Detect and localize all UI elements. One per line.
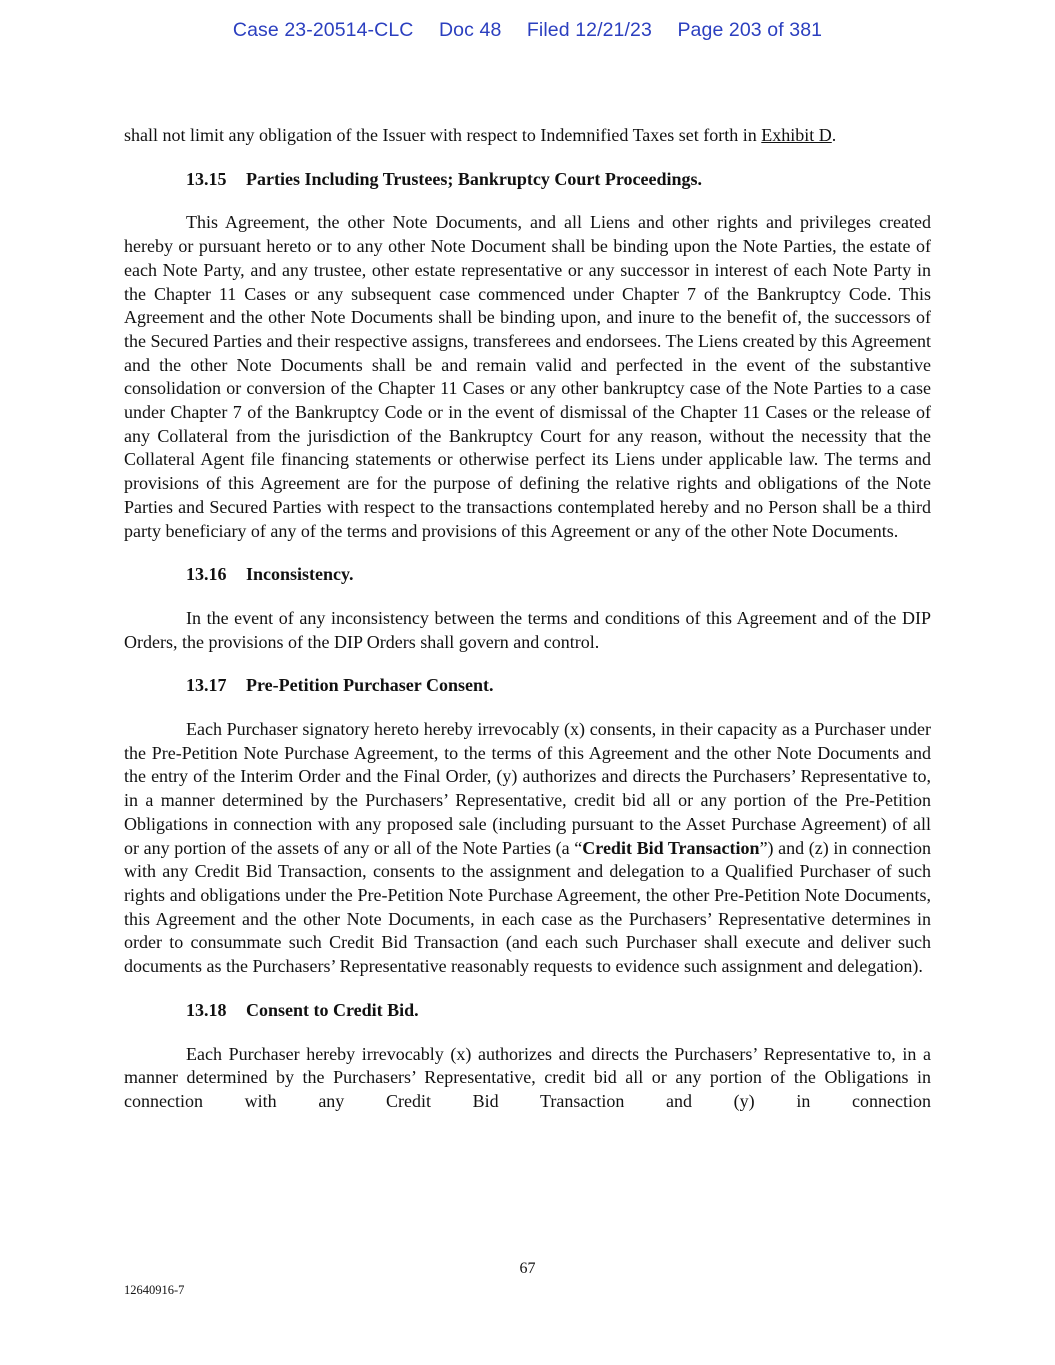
filed-date: Filed 12/21/23 <box>526 19 652 41</box>
intro-text: shall not limit any obligation of the Issuer with respect to Indemnified Taxes set forth in <box>124 125 762 145</box>
section-body-13-15: This Agreement, the other Note Documents, and all Liens and other rights and privileges created hereby or pursuant hereto or to any other Note Document shall be binding upon the Note Parties, the estate of each Note Party, and any trustee, other estate representative or any successor in interest of each Note Party in the Chapter 11 Cases or any subsequent case commenced under Chapter 7 of the Bankruptcy Code. This Agreement and the other Note Documents shall be binding upon, and inure to the benefit of, the successors of the Secured Parties and their respective assigns, transferees and endorsees. The Liens created by this Agreement and the other Note Documents shall be and remain valid and perfected in the event of the substantive consolidation or conversion of the Chapter 11 Cases or any other bankruptcy case of the Note Parties to a case under Chapter 7 of the Bankruptcy Code or in the event of dismissal of the Chapter 11 Cases or the release of any Collateral from the jurisdiction of the Bankruptcy Court for any reason, without the necessity that the Collateral Agent file financing statements or otherwise perfect its Liens under applicable law. The terms and provisions of this Agreement are for the purpose of defining the relative rights and obligations of the Note Parties and Secured Parties with respect to the transactions contemplated hereby and no Person shall be a third party beneficiary of any of the terms and provisions of this Agreement or any of the other Note Documents. <box>124 212 931 541</box>
document-id: 12640916-7 <box>124 1283 185 1297</box>
intro-end: . <box>831 125 837 145</box>
section-number: 13.17 <box>186 675 227 696</box>
section-title: Parties Including Trustees; Bankruptcy Court Proceedings. <box>246 168 703 189</box>
document-body <box>124 124 931 1114</box>
body-part-after: ”) and (z) in connection with any Credit Bid Transaction, consents to the assignment and delegation to a Qualified Purchaser of such rights and obligations under the Pre-Petition Note Purchase Agreement, the other Pre-Petition Note Documents, this Agreement and the other Note Documents, in each case as the Purchasers’ Representative determines in order to consummate such Credit Bid Transaction (and each such Purchaser shall execute and deliver such documents as the Purchasers’ Representative reasonably requests to evidence such assignment and delegation). <box>124 837 931 977</box>
section-title: Inconsistency. <box>246 564 354 585</box>
intro-paragraph <box>124 124 931 148</box>
section-number: 13.16 <box>186 564 227 585</box>
defined-term: Credit Bid Transaction <box>582 837 760 858</box>
section-heading-13-17 <box>186 674 931 698</box>
exhibit-reference: Exhibit D <box>761 125 832 145</box>
document-number: Doc 48 <box>439 19 502 41</box>
section-number: 13.18 <box>186 999 227 1020</box>
section-title: Pre-Petition Purchaser Consent. <box>246 675 494 696</box>
page-number: 67 <box>519 1260 536 1277</box>
section-number: 13.15 <box>186 168 227 189</box>
section-body-13-16: In the event of any inconsistency between the terms and conditions of this Agreement and of the DIP Orders, the provisions of the DIP Orders shall govern and control. <box>124 607 931 652</box>
page-count: Page 203 of 381 <box>677 19 823 41</box>
section-heading-13-16 <box>186 563 931 587</box>
section-heading-13-15 <box>186 168 931 192</box>
section-title: Consent to Credit Bid. <box>246 999 419 1020</box>
body-part-before: Each Purchaser signatory hereto hereby irrevocably (x) consents, in their capacity as a Purchaser under the Pre-Petition Note Purchase Agreement, to the terms of this Agreement and the other Note Documents and the entry of the Interim Order and the Final Order, (y) authorizes and directs the Purchasers’ Representative to, in a manner determined by the Purchasers’ Representative, credit bid all or any portion of the Pre-Petition Obligations in connection with any proposed sale (including pursuant to the Asset Purchase Agreement) of all or any portion of the assets of any or all of the Note Parties (a “ <box>124 719 931 858</box>
case-number: Case 23-20514-CLC <box>232 19 414 41</box>
section-heading-13-18 <box>186 999 931 1023</box>
section-body-13-17 <box>124 718 931 979</box>
section-body-13-18: Each Purchaser hereby irrevocably (x) authorizes and directs the Purchasers’ Representative to, in a manner determined by the Purchasers’ Representative, credit bid all or any portion of the Obligations in connection with any Credit Bid Transaction and (y) in connection <box>124 1043 931 1111</box>
court-filing-header <box>0 19 1055 42</box>
